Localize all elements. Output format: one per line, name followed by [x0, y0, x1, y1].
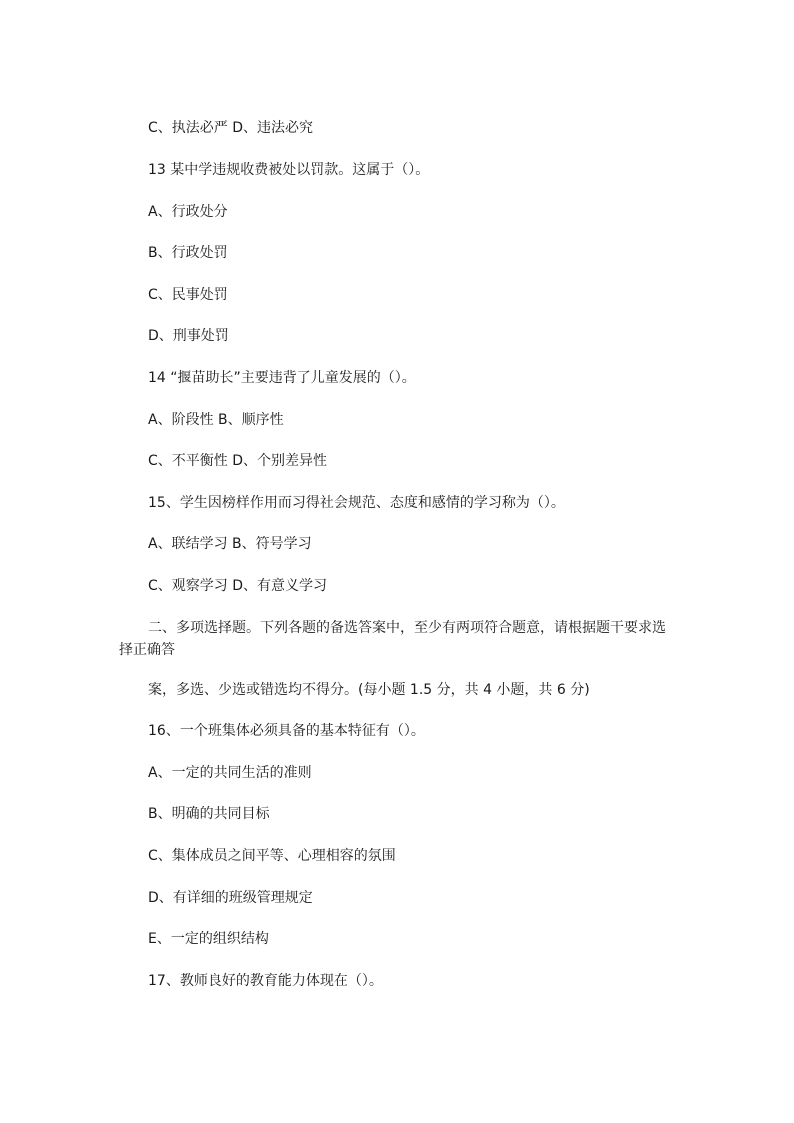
option-14-ab: A、阶段性 B、顺序性 [148, 412, 284, 428]
question-17: 17、教师良好的教育能力体现在（）。 [148, 973, 383, 989]
option-13-d: D、刑事处罚 [148, 328, 229, 344]
option-16-a: A、一定的共同生活的准则 [148, 765, 312, 781]
option-13-a: A、行政处分 [148, 204, 228, 220]
question-16: 16、一个班集体必须具备的基本特征有（）。 [148, 723, 425, 739]
option-15-cd: C、观察学习 D、有意义学习 [148, 578, 328, 594]
option-14-cd: C、不平衡性 D、个别差异性 [148, 453, 328, 469]
question-14: 14 “揠苗助长”主要违背了儿童发展的（）。 [148, 370, 416, 386]
option-15-ab: A、联结学习 B、符号学习 [148, 536, 312, 552]
option-line-12-cd: C、执法必严 D、违法必究 [148, 120, 314, 136]
option-16-d: D、有详细的班级管理规定 [148, 890, 313, 906]
question-13: 13 某中学违规收费被处以罚款。这属于（）。 [148, 162, 430, 178]
option-13-b: B、行政处罚 [148, 245, 228, 261]
option-16-e: E、一定的组织结构 [148, 931, 269, 947]
question-15: 15、学生因榜样作用而习得社会规范、态度和感情的学习称为（）。 [148, 495, 565, 511]
option-16-c: C、集体成员之间平等、心理相容的氛围 [148, 848, 396, 864]
option-13-c: C、民事处罚 [148, 287, 228, 303]
option-16-b: B、明确的共同目标 [148, 806, 270, 822]
section-heading-multiple-choice: 二、多项选择题。下列各题的备选答案中，至少有两项符合题意，请根据题干要求选择正确答 [119, 620, 666, 658]
section-instructions: 案，多选、少选或错选均不得分。(每小题 1.5 分，共 4 小题，共 6 分) [148, 682, 590, 698]
